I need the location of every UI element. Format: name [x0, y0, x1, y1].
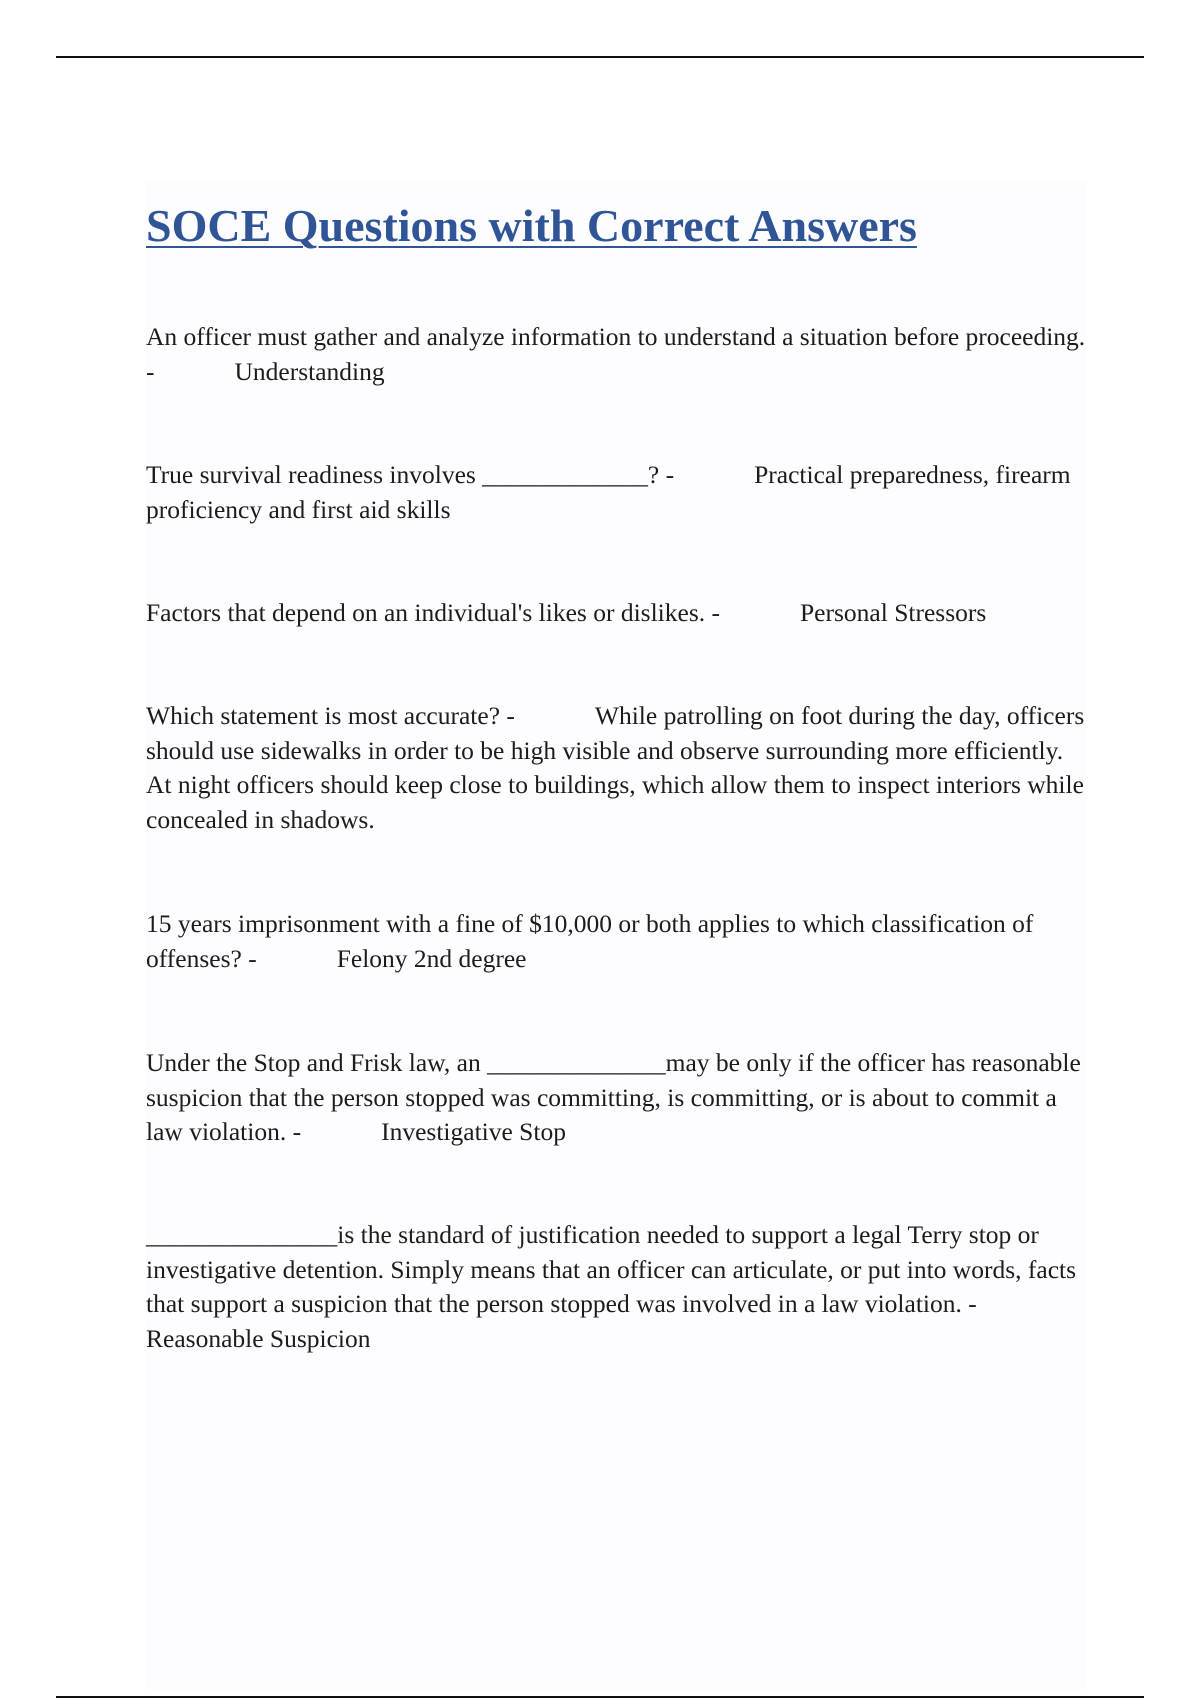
answer-text: Understanding [234, 356, 385, 386]
answer-text: Investigative Stop [381, 1117, 566, 1146]
qa-item [146, 699, 1086, 837]
qa-item [146, 320, 1086, 389]
answer-text: Practical preparedness, firearm proficiency and first aid skills [146, 460, 1071, 524]
question-text: Under the Stop and Frisk law, an ______________may be only if the officer has reasonable suspicion that the person stopped was committing, is committing, or is about to commit a law violation. - [146, 1048, 1081, 1146]
qa-item [146, 458, 1086, 527]
answer-text: Personal Stressors [800, 598, 987, 627]
document-title[interactable]: SOCE Questions with Correct Answers [146, 200, 917, 251]
question-text: _______________is the standard of justification needed to support a legal Terry stop or investigative detention. Simply means that an officer can articulate, or put into words, facts that support a suspicion that the person stopped was involved in a law violation. - [146, 1220, 1077, 1318]
document-body [146, 180, 1086, 1690]
question-text: True survival readiness involves _____________? - [146, 460, 675, 489]
qa-item [146, 596, 1086, 631]
answer-text: Felony 2nd degree [336, 943, 527, 973]
question-text: Which statement is most accurate? - [146, 701, 515, 730]
question-text: 15 years imprisonment with a fine of $10,000 or both applies to which classification of offenses? - [146, 909, 1034, 973]
qa-item [146, 907, 1086, 976]
question-text: An officer must gather and analyze information to understand a situation before proceeding. - [146, 322, 1086, 386]
qa-item [146, 1046, 1086, 1150]
bottom-rule [56, 1696, 1144, 1698]
answer-text: Reasonable Suspicion [146, 1323, 371, 1353]
answer-text: While patrolling on foot during the day, officers should use sidewalks in order to be high visible and observe surrounding more efficiently. At night officers should keep close to buildings, which allow them to inspect interiors while concealed in shadows. [146, 701, 1085, 834]
top-rule [56, 56, 1144, 58]
qa-item [146, 1218, 1086, 1356]
question-text: Factors that depend on an individual's likes or dislikes. - [146, 598, 720, 627]
